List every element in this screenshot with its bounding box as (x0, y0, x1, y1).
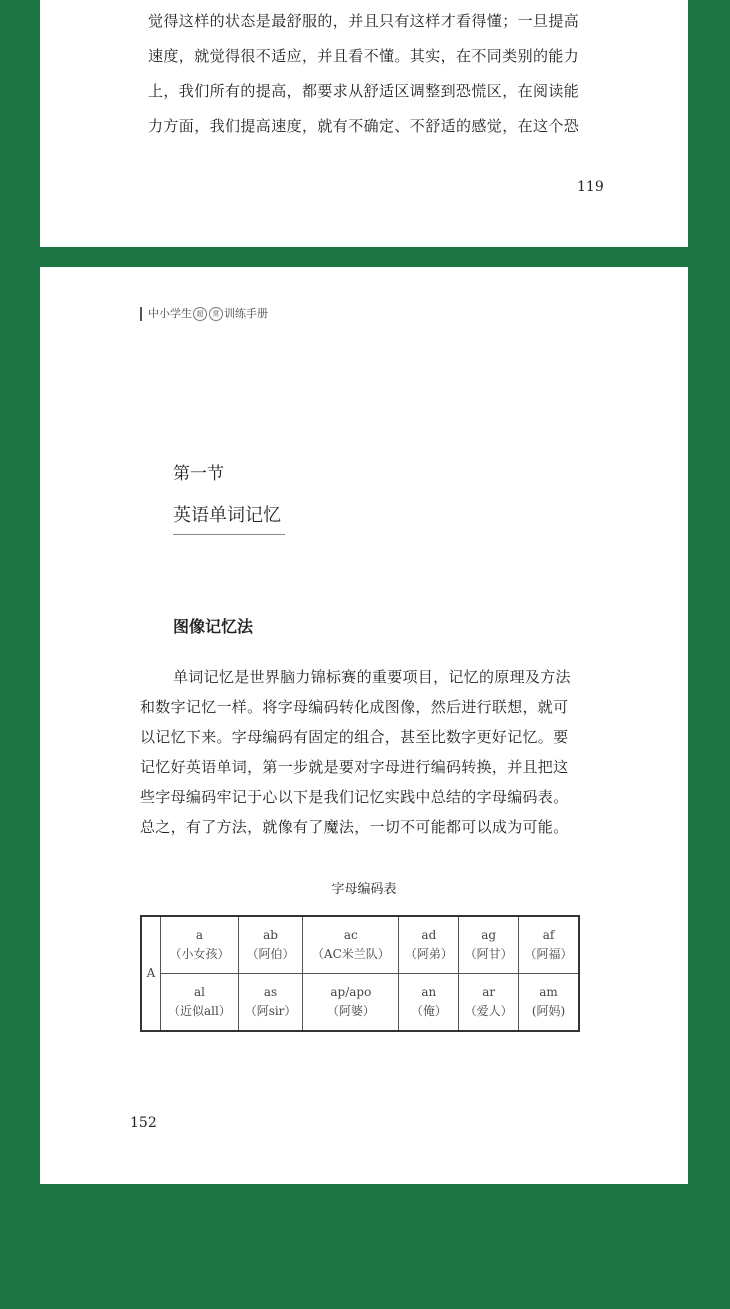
code-meaning: （阿sir） (244, 1004, 297, 1018)
table-cell (303, 916, 399, 974)
header-title-suffix: 训练手册 (224, 307, 268, 320)
page-number: 152 (130, 1115, 157, 1131)
table-row (141, 974, 579, 1032)
letter-code: ab (263, 928, 278, 942)
seal-icon: 超 (193, 307, 207, 321)
text-line: 速度，就觉得很不适应，并且看不懂。其实，在不同类别的能力 (148, 47, 580, 65)
code-meaning: （阿福） (524, 947, 573, 961)
table-row (141, 916, 579, 974)
book-page-152 (40, 267, 688, 1184)
letter-code: ar (482, 985, 496, 999)
letter-code: a (195, 928, 204, 942)
code-meaning: （AC米兰队） (311, 947, 390, 961)
body-paragraph (140, 662, 600, 842)
letter-code: ap/apo (330, 985, 372, 999)
letter-code: am (539, 985, 558, 999)
table-cell (519, 916, 579, 974)
page-number: 119 (577, 179, 604, 195)
code-meaning: （俺） (410, 1004, 447, 1018)
text-line: 觉得这样的状态是最舒服的，并且只有这样才看得懂；一旦提高 (148, 12, 580, 30)
text-line: 记忆好英语单词，第一步就是要对字母进行编码转换，并且把这 (140, 758, 569, 776)
section-label: 第一节 (173, 464, 224, 484)
table-cell (238, 974, 302, 1032)
table-cell (303, 974, 399, 1032)
table-title: 字母编码表 (331, 882, 397, 897)
letter-code-table (140, 915, 580, 1032)
text-line: 上，我们所有的提高，都要求从舒适区调整到恐慌区，在阅读能 (148, 82, 580, 100)
running-header (140, 307, 268, 321)
code-meaning: （阿伯） (246, 947, 295, 961)
letter-code: an (421, 985, 437, 999)
code-meaning: （阿婆） (326, 1004, 375, 1018)
code-meaning: （阿甘） (464, 947, 513, 961)
letter-code: ag (481, 928, 497, 942)
table-cell (519, 974, 579, 1032)
letter-code: af (542, 928, 555, 942)
text-line: 和数字记忆一样。将字母编码转化成图像，然后进行联想，就可 (140, 698, 569, 716)
table-cell (161, 974, 239, 1032)
table-cell (459, 916, 519, 974)
code-meaning: （近似all） (168, 1004, 231, 1018)
header-title-prefix: 中小学生 (148, 307, 192, 320)
body-paragraph (148, 4, 593, 144)
letter-code: as (263, 985, 278, 999)
code-meaning: （小女孩） (169, 947, 230, 961)
letter-code: ac (343, 928, 358, 942)
text-line: 以记忆下来。字母编码有固定的组合，甚至比数字更好记忆。要 (140, 728, 569, 746)
seal-icon: 常 (209, 307, 223, 321)
section-title: 英语单词记忆 (173, 505, 281, 526)
table-cell (161, 916, 239, 974)
letter-code: al (193, 985, 205, 999)
table-cell (399, 974, 459, 1032)
table-cell (238, 916, 302, 974)
text-line: 单词记忆是世界脑力锦标赛的重要项目，记忆的原理及方法 (173, 668, 571, 686)
letter-group-cell: A (141, 916, 161, 1031)
code-meaning: (阿妈) (531, 1004, 566, 1018)
text-line: 力方面，我们提高速度，就有不确定、不舒适的感觉，在这个恐 (148, 117, 580, 135)
table-cell (459, 974, 519, 1032)
table-cell (399, 916, 459, 974)
book-page-119 (40, 0, 688, 247)
title-underline (173, 534, 285, 535)
code-meaning: （爱人） (464, 1004, 513, 1018)
code-meaning: （阿弟） (404, 947, 453, 961)
text-line: 总之，有了方法，就像有了魔法，一切不可能都可以成为可能。 (140, 818, 569, 836)
text-line: 些字母编码牢记于心以下是我们记忆实践中总结的字母编码表。 (140, 788, 569, 806)
letter-code: ad (421, 928, 437, 942)
subheading: 图像记忆法 (173, 617, 254, 636)
